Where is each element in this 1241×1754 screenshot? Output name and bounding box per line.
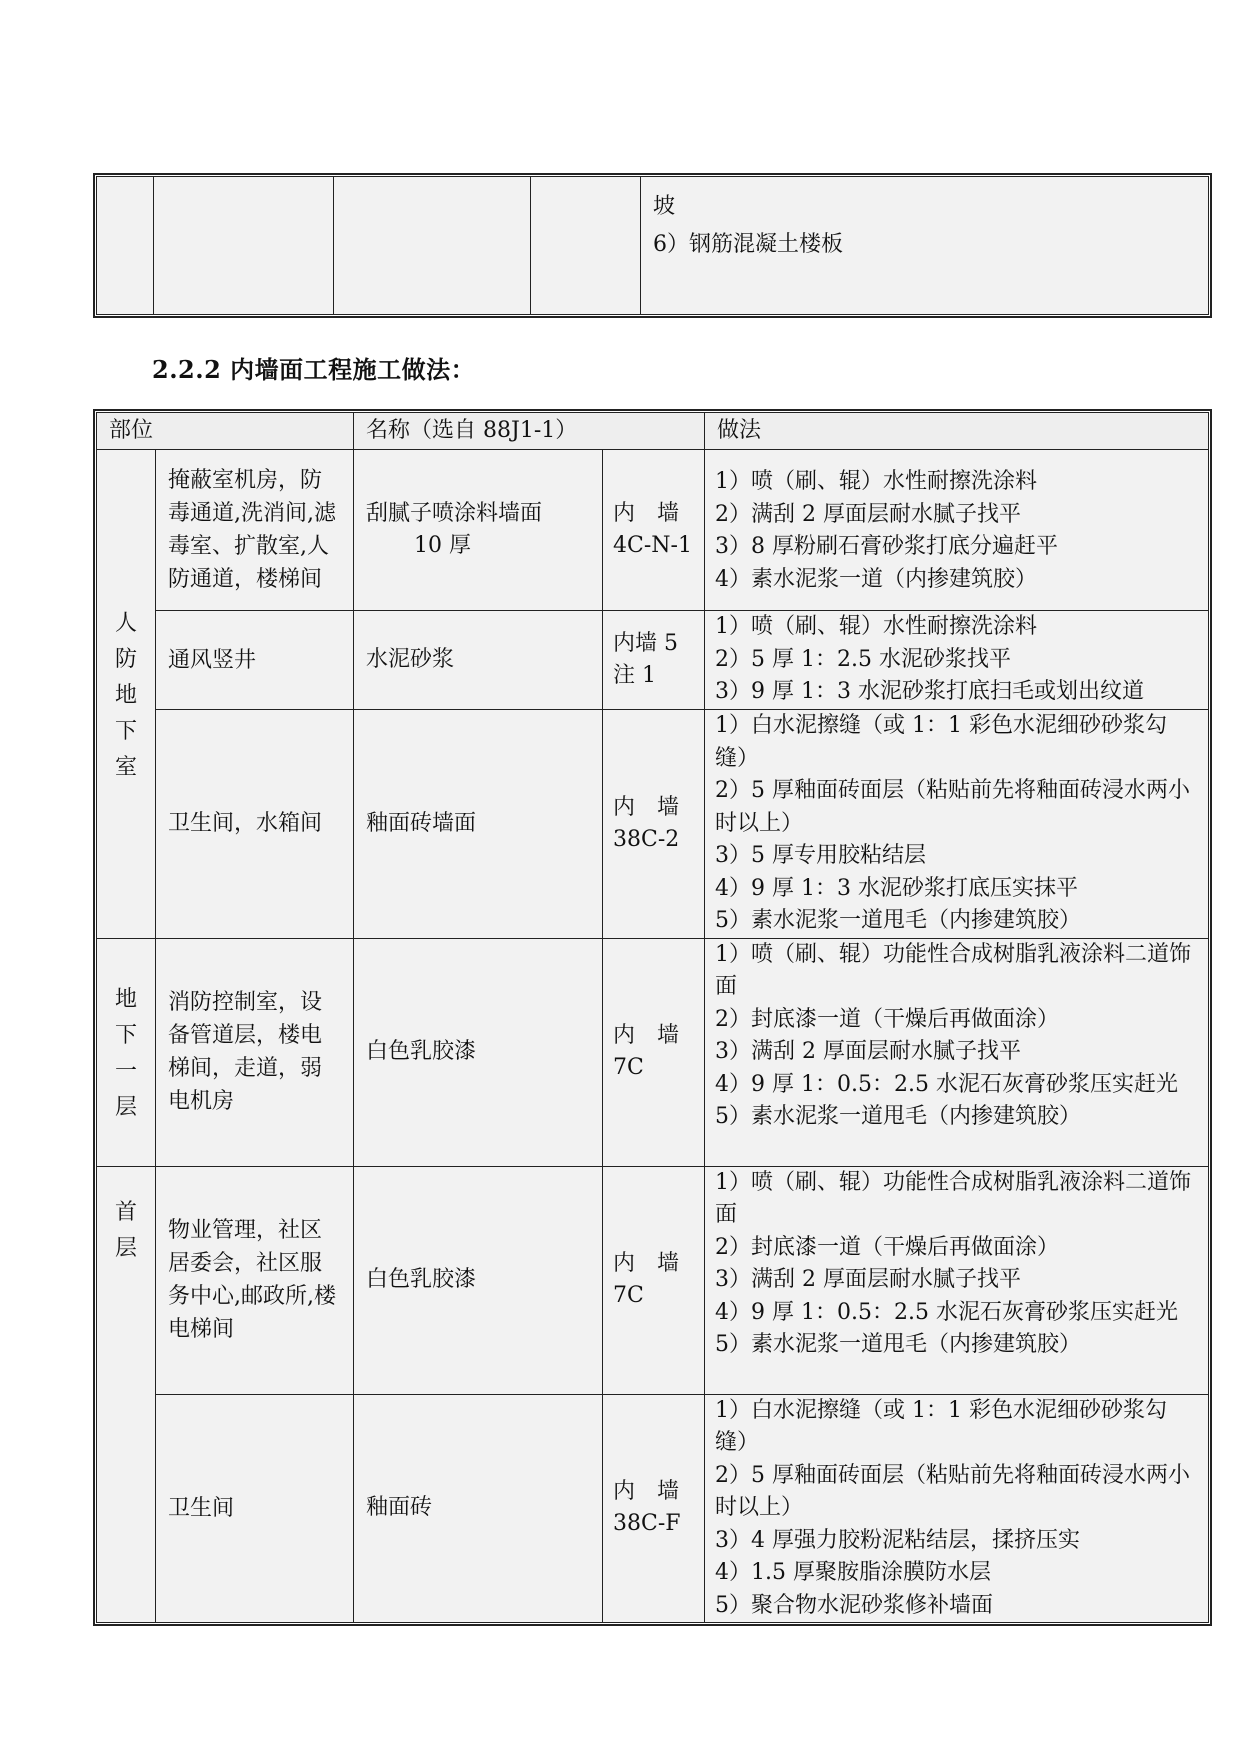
name-line: 白色乳胶漆 bbox=[366, 1039, 477, 1064]
code-line: 38C-F bbox=[613, 1511, 681, 1537]
name-cell bbox=[354, 710, 603, 939]
location-cell bbox=[97, 938, 156, 1166]
method-cell bbox=[705, 938, 1209, 1166]
method-line: 2）5 厚釉面砖面层（粘贴前先将釉面砖浸水两小时以上） bbox=[715, 778, 1191, 836]
name-line: 刮腻子喷涂料墙面 bbox=[366, 501, 543, 526]
code-cell bbox=[603, 1166, 705, 1394]
area-cell: 消防控制室，设备管道层，楼电梯间，走道，弱电机房 bbox=[156, 938, 354, 1166]
method-line: 4）9 厚 1：0.5：2.5 水泥石灰膏砂浆压实赶光 bbox=[715, 1299, 1178, 1325]
name-line: 釉面砖墙面 bbox=[366, 810, 477, 836]
method-cell bbox=[705, 1394, 1209, 1623]
method-line: 4）9 厚 1：3 水泥砂浆打底压实抹平 bbox=[715, 875, 1078, 901]
location-char: 防 bbox=[114, 646, 137, 672]
location-cell bbox=[97, 450, 156, 939]
method-line: 5）素水泥浆一道甩毛（内掺建筑胶） bbox=[715, 1104, 1082, 1129]
header-name: 名称（选自 88J1-1） bbox=[354, 413, 705, 450]
method-line: 5）聚合物水泥砂浆修补墙面 bbox=[715, 1592, 994, 1618]
header-method: 做法 bbox=[705, 413, 1209, 450]
name-cell bbox=[354, 1166, 603, 1394]
method-line: 2）5 厚釉面砖面层（粘贴前先将釉面砖浸水两小时以上） bbox=[715, 1462, 1191, 1520]
method-line: 2）封底漆一道（干燥后再做面涂） bbox=[715, 1006, 1060, 1032]
method-cell bbox=[705, 1166, 1209, 1394]
code-cell bbox=[603, 450, 705, 611]
method-line: 4）素水泥浆一道（内掺建筑胶） bbox=[715, 566, 1038, 592]
method-cell bbox=[705, 611, 1209, 710]
method-line: 3）4 厚强力胶粉泥粘结层，揉挤压实 bbox=[715, 1527, 1081, 1553]
name-cell bbox=[334, 177, 531, 315]
method-line: 3）9 厚 1：3 水泥砂浆打底扫毛或划出纹道 bbox=[715, 679, 1144, 704]
method-line: 5）素水泥浆一道甩毛（内掺建筑胶） bbox=[715, 1332, 1082, 1357]
area-cell: 通风竖井 bbox=[156, 611, 354, 710]
table-row bbox=[97, 1166, 1209, 1394]
location-char: 地 bbox=[114, 987, 137, 1012]
method-line: 1）白水泥擦缝（或 1：1 彩色水泥细砂砂浆勾缝） bbox=[715, 713, 1167, 771]
table-row bbox=[97, 710, 1209, 939]
location-char: 首 bbox=[114, 1199, 137, 1225]
code-line: 4C-N-1 bbox=[613, 533, 692, 558]
area-cell: 掩蔽室机房，防毒通道,洗消间,滤毒室、扩散室,人防通道，楼梯间 bbox=[156, 450, 354, 611]
method-line: 1）喷（刷、辊）功能性合成树脂乳液涂料二道饰面 bbox=[715, 941, 1192, 999]
method-line: 3）满刮 2 厚面层耐水腻子找平 bbox=[715, 1267, 1021, 1292]
code-line: 内 墙 bbox=[613, 501, 680, 526]
location-char: 层 bbox=[114, 1095, 137, 1120]
code-cell bbox=[603, 938, 705, 1166]
name-line: 白色乳胶漆 bbox=[366, 1267, 477, 1292]
table-row bbox=[97, 450, 1209, 611]
method-line: 5）素水泥浆一道甩毛（内掺建筑胶） bbox=[715, 908, 1082, 933]
code-cell bbox=[603, 1394, 705, 1623]
method-line: 1）喷（刷、辊）水性耐擦洗涂料 bbox=[715, 614, 1038, 639]
table-row bbox=[97, 1394, 1209, 1623]
name-cell bbox=[354, 1394, 603, 1623]
location-cell bbox=[97, 177, 154, 315]
previous-table-continuation bbox=[96, 176, 1209, 315]
code-line: 内 墙 bbox=[613, 794, 680, 820]
table-row bbox=[97, 611, 1209, 710]
name-cell bbox=[354, 450, 603, 611]
location-char: 下 bbox=[114, 1023, 137, 1048]
location-char: 一 bbox=[114, 1059, 137, 1084]
method-line: 3）满刮 2 厚面层耐水腻子找平 bbox=[715, 1039, 1021, 1064]
method-line: 6）钢筋混凝土楼板 bbox=[653, 232, 843, 257]
method-line: 1）喷（刷、辊）功能性合成树脂乳液涂料二道饰面 bbox=[715, 1169, 1192, 1227]
location-char: 室 bbox=[114, 754, 137, 780]
table-row bbox=[97, 938, 1209, 1166]
table-header-row bbox=[97, 413, 1209, 450]
location-char: 地 bbox=[114, 682, 137, 708]
method-line: 2）5 厚 1：2.5 水泥砂浆找平 bbox=[715, 646, 1011, 672]
area-cell: 物业管理，社区居委会，社区服务中心,邮政所,楼电梯间 bbox=[156, 1166, 354, 1394]
name-cell bbox=[354, 938, 603, 1166]
area-cell: 卫生间，水箱间 bbox=[156, 710, 354, 939]
method-line: 坡 bbox=[653, 194, 676, 219]
method-line: 1）喷（刷、辊）水性耐擦洗涂料 bbox=[715, 469, 1038, 494]
code-line: 内 墙 bbox=[613, 1023, 680, 1048]
method-cell bbox=[705, 710, 1209, 939]
code-line: 注 1 bbox=[613, 663, 657, 688]
method-line: 3）5 厚专用胶粘结层 bbox=[715, 843, 927, 868]
location-char: 人 bbox=[114, 610, 137, 636]
method-cell bbox=[705, 450, 1209, 611]
code-line: 内墙 5 bbox=[613, 631, 679, 656]
name-line: 10 厚 bbox=[414, 533, 472, 558]
method-line: 4）9 厚 1：0.5：2.5 水泥石灰膏砂浆压实赶光 bbox=[715, 1071, 1178, 1097]
code-line: 7C bbox=[613, 1055, 644, 1080]
interior-wall-table bbox=[96, 412, 1209, 1623]
area-cell: 卫生间 bbox=[156, 1394, 354, 1623]
code-line: 7C bbox=[613, 1283, 644, 1308]
method-line: 1）白水泥擦缝（或 1：1 彩色水泥细砂砂浆勾缝） bbox=[715, 1397, 1167, 1455]
code-line: 38C-2 bbox=[613, 826, 680, 852]
code-cell bbox=[603, 611, 705, 710]
code-cell bbox=[603, 710, 705, 939]
location-char: 层 bbox=[114, 1235, 137, 1261]
area-cell bbox=[154, 177, 334, 315]
code-line: 内 墙 bbox=[613, 1479, 680, 1505]
location-cell bbox=[97, 1166, 156, 1623]
method-line: 2）封底漆一道（干燥后再做面涂） bbox=[715, 1234, 1060, 1260]
name-cell bbox=[354, 611, 603, 710]
method-line: 2）满刮 2 厚面层耐水腻子找平 bbox=[715, 501, 1021, 527]
section-heading: 2.2.2 内墙面工程施工做法： bbox=[152, 355, 476, 384]
location-char: 下 bbox=[114, 718, 137, 744]
method-cell bbox=[641, 177, 1209, 315]
header-location: 部位 bbox=[97, 413, 354, 450]
method-line: 3）8 厚粉刷石膏砂浆打底分遍赶平 bbox=[715, 534, 1059, 559]
name-line: 水泥砂浆 bbox=[366, 647, 455, 672]
code-cell bbox=[531, 177, 641, 315]
code-line: 内 墙 bbox=[613, 1251, 680, 1276]
name-line: 釉面砖 bbox=[366, 1495, 433, 1521]
method-line: 4）1.5 厚聚胺脂涂膜防水层 bbox=[715, 1560, 991, 1585]
